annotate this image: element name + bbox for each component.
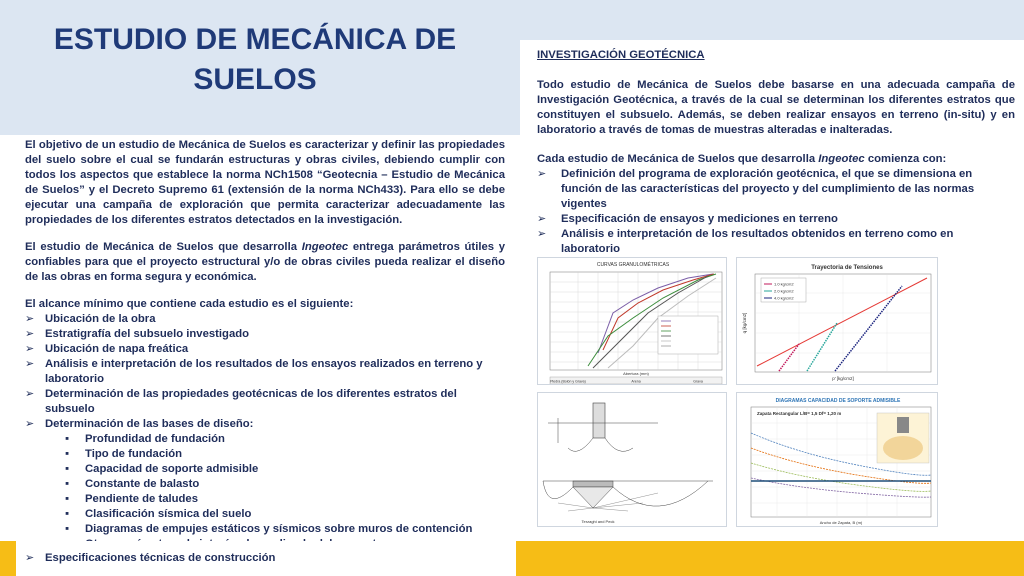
list-item: ➢ Ubicación de la obra <box>25 312 505 327</box>
grain-size-chart <box>537 257 727 385</box>
stress-path-chart <box>736 257 938 385</box>
classification-label: Arena <box>631 379 641 384</box>
sub-list-item: ▪ Profundidad de fundación <box>25 432 505 447</box>
list-item: ➢ Definición del programa de exploración geotécnica, el que se dimensiona en función de las características del proyecto y del cumplimiento de las normas vigentes <box>537 167 1015 212</box>
legend-label: 2.0 kg/cm2 <box>774 288 794 294</box>
arrow-bullet-icon: ➢ <box>25 552 35 564</box>
y-axis-label: q [kg/cm2] <box>742 312 747 334</box>
sub-list-item: ▪ Pendiente de taludes <box>25 492 505 507</box>
log-spiral <box>613 481 708 506</box>
footing <box>573 481 613 487</box>
chart-title: CURVAS GRANULOMÉTRICAS <box>596 262 670 268</box>
list-item: ➢ Ubicación de napa freática <box>25 342 505 357</box>
log-spiral <box>543 481 573 499</box>
chart-title: Trayectoria de Tensiones <box>811 265 883 271</box>
brand-name: Ingeotec <box>818 153 865 165</box>
ingeotec-intro: Cada estudio de Mecánica de Suelos que desarrolla Ingeotec comienza con: <box>537 153 947 165</box>
list-item: ➢ Análisis e interpretación de los resultados de los ensayos realizados en terreno y laboratorio <box>25 357 505 387</box>
section-heading: INVESTIGACIÓN GEOTÉCNICA <box>537 49 705 61</box>
x-axis-label: Ancho de Zapata, B (m) <box>819 520 863 525</box>
legend <box>658 316 718 354</box>
footing-column <box>593 403 605 438</box>
list-item: ➢ Análisis e interpretación de los resultados obtenidos en terreno como en laboratorio <box>537 227 1015 257</box>
brand-name: Ingeotec <box>301 241 349 253</box>
sub-list-item: ▪ Diagramas de empujes estáticos y sísmicos sobre muros de contención <box>25 522 505 537</box>
classification-label: Piedra (Bolón y Grava) <box>550 379 586 384</box>
sub-list-item: ▪ Tipo de fundación <box>25 447 505 462</box>
left-column <box>25 138 505 552</box>
list-item: ➢ Especificación de ensayos y mediciones en terreno <box>537 212 1015 227</box>
ingeotec-paragraph: El estudio de Mecánica de Suelos que desarrolla Ingeotec entrega parámetros útiles y confiables para que el proyecto estructural y/o de obras civiles pueda realizar el diseño de las obras en forma segura y económica. <box>25 241 506 283</box>
legend-label: 1.0 kg/cm2 <box>774 281 794 287</box>
sub-list-item: ▪ Capacidad de soporte admisible <box>25 462 505 477</box>
investigation-paragraph: Todo estudio de Mecánica de Suelos debe basarse en una adecuada campaña de Investigación Geotécnica, a través de la cual se determinan los diferentes estratos que constituyen el subsuelo. Además, se deben realizar ensayos en terreno (in-situ) y en laboratorio a través de tomas de muestras alteradas e inalteradas. <box>537 79 1015 136</box>
diagram-label: Terzaghi and Peck <box>581 519 615 524</box>
legend-label: 4.0 kg/cm2 <box>774 295 794 301</box>
objective-paragraph: El objetivo de un estudio de Mecánica de Suelos es caracterizar y definir las propiedades del suelo sobre el cual se fundarán estructuras y obras civiles, debiendo cumplir con todos los aspectos que establece la norma NCh1508 “Geotecnia – Estudio de Mecánica de Suelos” y el Decreto Supremo 61 (extensión de la norma NCh433). Para ello se debe ejecutar una campaña de exploración que permita caracterizar adecuadamente las propiedades de los diferentes estratos detectados en la investigación. <box>25 139 505 226</box>
chart-subtitle: Zapata Rectangular L/B= 1,5 Df= 1,20 m <box>757 411 842 416</box>
scope-list <box>25 312 505 552</box>
sub-list-item: ▪ Clasificación sísmica del suelo <box>25 507 505 522</box>
radial-lines <box>558 493 658 511</box>
chart-title: DIAGRAMAS CAPACIDAD DE SOPORTE ADMISIBLE <box>775 398 901 404</box>
right-column <box>537 48 1015 257</box>
sub-list-item: ▪ Constante de balasto <box>25 477 505 492</box>
x-axis-label: Abertura (mm) <box>623 371 649 376</box>
last-scope-item: ➢ Especificaciones técnicas de construcción <box>25 552 276 564</box>
list-item: ➢ Determinación de las bases de diseño: <box>25 417 505 432</box>
list-item: ➢ Determinación de las propiedades geotécnicas de los diferentes estratos del subsuelo <box>25 387 505 417</box>
page-title: ESTUDIO DE MECÁNICA DE SUELOS <box>53 23 457 96</box>
x-axis-label: p' [kg/cm2] <box>832 376 854 381</box>
column-sketch <box>897 417 909 433</box>
scope-intro: El alcance mínimo que contiene cada estudio es el siguiente: <box>25 298 354 310</box>
failure-surface <box>568 438 633 451</box>
bearing-capacity-chart <box>736 392 938 527</box>
list-item: ➢ Estratigrafía del subsuelo investigado <box>25 327 505 342</box>
classification-label: Grava <box>693 379 703 384</box>
bulb-sketch <box>883 436 923 460</box>
foundation-failure-diagram <box>537 392 727 527</box>
investigation-list <box>537 167 1015 257</box>
